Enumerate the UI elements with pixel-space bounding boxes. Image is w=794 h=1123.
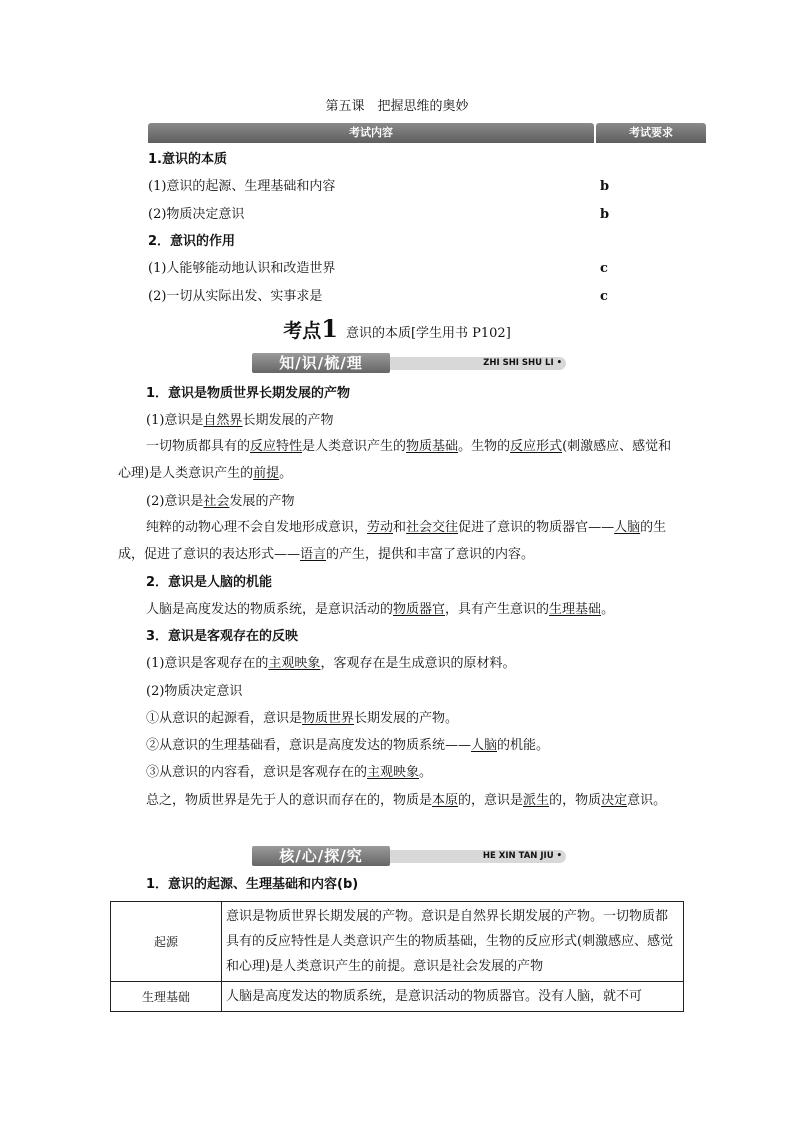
table-key: 起源 — [111, 902, 222, 982]
banner-core — [252, 846, 570, 866]
s1-para-9: 总之，物质世界是先于人的意识而存在的，物质是本原的，意识是派生的，物质决定意识。 — [146, 793, 667, 808]
req-row-6: (2)一切从实际出发、实事求是 — [148, 289, 323, 304]
req-level-6: c — [600, 289, 608, 304]
concept-table — [110, 901, 684, 1012]
req-row-1: 1.意识的本质 — [148, 152, 227, 167]
kaodian-label: 考点 — [283, 320, 322, 342]
kaodian-number: 1 — [321, 314, 338, 343]
banner-core-pinyin: HE XIN TAN JIU • — [390, 850, 566, 863]
lesson-title: 第五课 把握思维的奥妙 — [325, 99, 469, 114]
s1-para-8: ③从意识的内容看，意识是客观存在的主观映象。 — [146, 765, 433, 780]
table-row — [111, 902, 684, 982]
kaodian-heading — [0, 314, 794, 343]
req-level-2: b — [600, 179, 610, 194]
table-value: 意识是物质世界长期发展的产物。意识是自然界长期发展的产物。一切物质都具有的反应特性是人类意识产生的物质基础，生物的反应形式(刺激感应、感觉和心理)是人类意识产生的前提。意识是社会发展的产物 — [222, 902, 684, 982]
s1-para-6: ①从意识的起源看，意识是物质世界长期发展的产物。 — [146, 711, 459, 726]
req-row-2: (1)意识的起源、生理基础和内容 — [148, 179, 336, 194]
s1-heading-3: 3．意识是客观存在的反映 — [146, 629, 299, 644]
s2-heading-1: 1．意识的起源、生理基础和内容(b) — [146, 877, 359, 892]
banner-knowledge — [252, 353, 570, 373]
table-key: 生理基础 — [111, 982, 222, 1012]
s1-para-4: (1)意识是客观存在的主观映象，客观存在是生成意识的原材料。 — [146, 656, 516, 671]
header-exam-requirement: 考试要求 — [596, 123, 706, 143]
s1-para-1: 一切物质都具有的反应特性是人类意识产生的物质基础。生物的反应形式(刺激感应、感觉和心理)是人类意识产生的前提。 — [118, 439, 672, 481]
req-row-3: (2)物质决定意识 — [148, 207, 245, 222]
s1-para-5: (2)物质决定意识 — [146, 684, 243, 699]
header-exam-content: 考试内容 — [148, 123, 594, 143]
req-row-5: (1)人能够能动地认识和改造世界 — [148, 261, 336, 276]
s1-heading-1: 1．意识是物质世界长期发展的产物 — [146, 386, 351, 401]
s1-para-3: 人脑是高度发达的物质系统，是意识活动的物质器官，具有产生意识的生理基础。 — [146, 602, 615, 617]
banner-core-label: 核/心/探/究 — [252, 846, 390, 866]
table-row — [111, 982, 684, 1012]
s1-para-7: ②从意识的生理基础看，意识是高度发达的物质系统——人脑的机能。 — [146, 738, 550, 753]
kaodian-title: 意识的本质[学生用书 P102] — [345, 326, 511, 341]
req-row-4: 2．意识的作用 — [148, 234, 236, 249]
table-value: 人脑是高度发达的物质系统，是意识活动的物质器官。没有人脑，就不可 — [222, 982, 684, 1012]
s1-sub-1: (1)意识是自然界长期发展的产物 — [146, 413, 334, 428]
req-level-5: c — [600, 261, 608, 276]
s1-sub-2: (2)意识是社会发展的产物 — [146, 494, 295, 509]
s1-para-2: 纯粹的动物心理不会自发地形成意识，劳动和社会交往促进了意识的物质器官——人脑的生成，促进了意识的表达形式——语言的产生，提供和丰富了意识的内容。 — [118, 520, 667, 562]
s1-heading-2: 2．意识是人脑的机能 — [146, 575, 273, 590]
banner-knowledge-label: 知/识/梳/理 — [252, 353, 390, 373]
req-level-3: b — [600, 207, 610, 222]
banner-knowledge-pinyin: ZHI SHI SHU LI • — [390, 357, 566, 370]
